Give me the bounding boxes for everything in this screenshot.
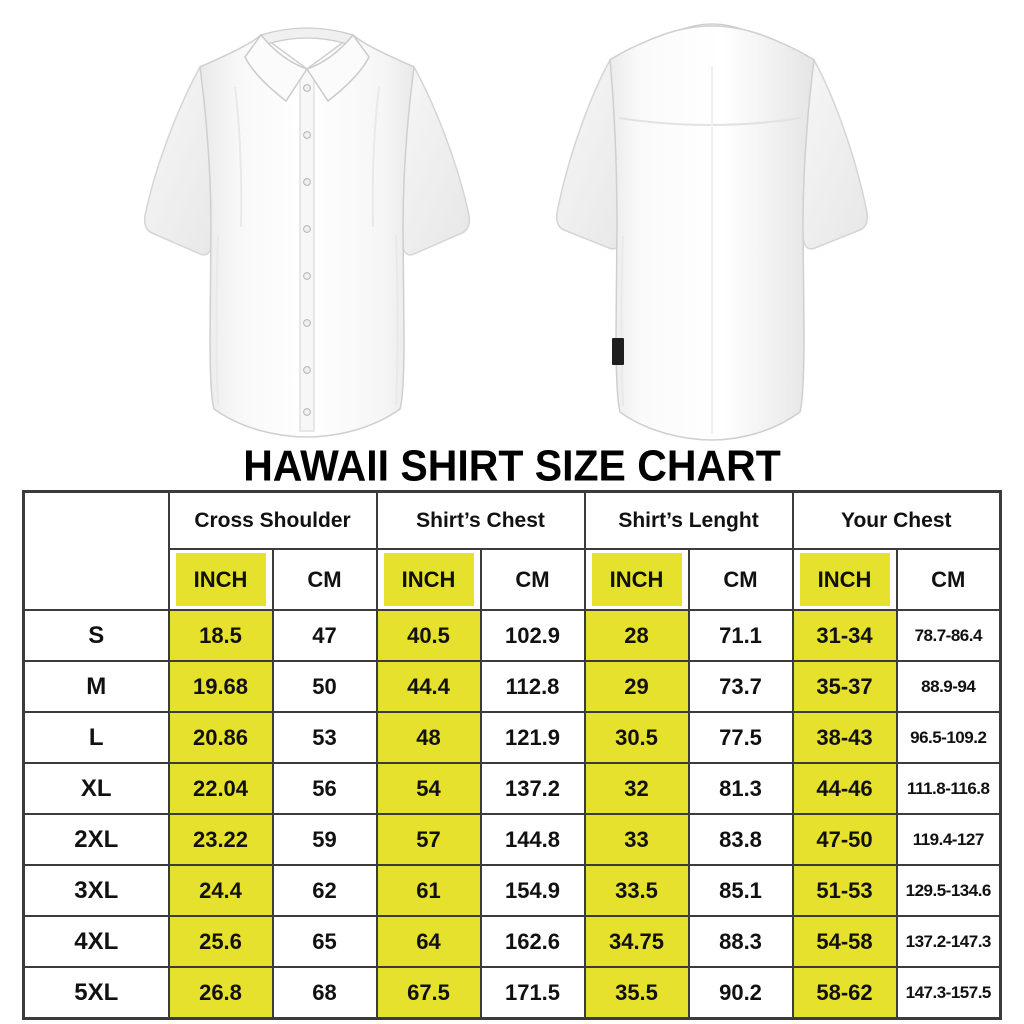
shirt-front-image: [140, 25, 475, 440]
col-group-your-chest: Your Chest: [793, 492, 1001, 550]
cm-value-cell: 88.9-94: [897, 661, 1001, 712]
cm-value-cell: 73.7: [689, 661, 793, 712]
cm-value-cell: 47: [273, 610, 377, 661]
inch-value-cell: 58-62: [793, 967, 897, 1019]
cm-value-cell: 171.5: [481, 967, 585, 1019]
back-hem-tag: [612, 338, 624, 365]
inch-value-cell: 31-34: [793, 610, 897, 661]
cm-value-cell: 68: [273, 967, 377, 1019]
size-cell: L: [24, 712, 169, 763]
cm-value-cell: 77.5: [689, 712, 793, 763]
size-cell: 5XL: [24, 967, 169, 1019]
inch-value-cell: 44-46: [793, 763, 897, 814]
table-row: [24, 712, 1001, 763]
cm-value-cell: 81.3: [689, 763, 793, 814]
size-cell: 2XL: [24, 814, 169, 865]
unit-header-inch: INCH: [585, 549, 689, 610]
cm-value-cell: 147.3-157.5: [897, 967, 1001, 1019]
inch-value-cell: 61: [377, 865, 481, 916]
cm-value-cell: 154.9: [481, 865, 585, 916]
inch-value-cell: 40.5: [377, 610, 481, 661]
unit-header-inch: INCH: [793, 549, 897, 610]
cm-value-cell: 96.5-109.2: [897, 712, 1001, 763]
inch-value-cell: 44.4: [377, 661, 481, 712]
cm-value-cell: 121.9: [481, 712, 585, 763]
inch-value-cell: 30.5: [585, 712, 689, 763]
inch-value-cell: 33: [585, 814, 689, 865]
inch-value-cell: 28: [585, 610, 689, 661]
corner-cell: [24, 492, 169, 611]
cm-value-cell: 129.5-134.6: [897, 865, 1001, 916]
cm-value-cell: 88.3: [689, 916, 793, 967]
inch-value-cell: 18.5: [169, 610, 273, 661]
inch-value-cell: 23.22: [169, 814, 273, 865]
table-row: [24, 763, 1001, 814]
cm-value-cell: 50: [273, 661, 377, 712]
table-row: [24, 916, 1001, 967]
col-group-shirts-chest: Shirt’s Chest: [377, 492, 585, 550]
cm-value-cell: 83.8: [689, 814, 793, 865]
inch-value-cell: 64: [377, 916, 481, 967]
cm-value-cell: 90.2: [689, 967, 793, 1019]
inch-value-cell: 38-43: [793, 712, 897, 763]
col-group-cross-shoulder: Cross Shoulder: [169, 492, 377, 550]
cm-value-cell: 78.7-86.4: [897, 610, 1001, 661]
size-cell: XL: [24, 763, 169, 814]
inch-value-cell: 33.5: [585, 865, 689, 916]
size-cell: 4XL: [24, 916, 169, 967]
inch-value-cell: 57: [377, 814, 481, 865]
cm-value-cell: 65: [273, 916, 377, 967]
inch-value-cell: 25.6: [169, 916, 273, 967]
table-row: [24, 865, 1001, 916]
unit-header-cm: CM: [897, 549, 1001, 610]
table-row: [24, 967, 1001, 1019]
cm-value-cell: 102.9: [481, 610, 585, 661]
unit-header-cm: CM: [273, 549, 377, 610]
cm-value-cell: 162.6: [481, 916, 585, 967]
cm-value-cell: 111.8-116.8: [897, 763, 1001, 814]
cm-value-cell: 53: [273, 712, 377, 763]
cm-value-cell: 59: [273, 814, 377, 865]
size-cell: 3XL: [24, 865, 169, 916]
page-title: HAWAII SHIRT SIZE CHART: [243, 441, 781, 491]
unit-header-inch: INCH: [377, 549, 481, 610]
cm-value-cell: 112.8: [481, 661, 585, 712]
unit-header-inch: INCH: [169, 549, 273, 610]
inch-value-cell: 54: [377, 763, 481, 814]
unit-header-cm: CM: [481, 549, 585, 610]
cm-value-cell: 85.1: [689, 865, 793, 916]
inch-value-cell: 34.75: [585, 916, 689, 967]
size-chart-table: [22, 490, 1002, 1020]
inch-value-cell: 20.86: [169, 712, 273, 763]
table-row: [24, 610, 1001, 661]
inch-value-cell: 67.5: [377, 967, 481, 1019]
inch-value-cell: 35-37: [793, 661, 897, 712]
table-row: [24, 814, 1001, 865]
table-row: [24, 661, 1001, 712]
cm-value-cell: 144.8: [481, 814, 585, 865]
inch-value-cell: 47-50: [793, 814, 897, 865]
cm-value-cell: 56: [273, 763, 377, 814]
front-collar-band: [261, 28, 353, 44]
inch-value-cell: 29: [585, 661, 689, 712]
inch-value-cell: 19.68: [169, 661, 273, 712]
cm-value-cell: 71.1: [689, 610, 793, 661]
inch-value-cell: 32: [585, 763, 689, 814]
cm-value-cell: 62: [273, 865, 377, 916]
cm-value-cell: 137.2-147.3: [897, 916, 1001, 967]
size-cell: M: [24, 661, 169, 712]
shirt-back-image: [553, 16, 883, 446]
front-placket: [300, 69, 314, 431]
inch-value-cell: 51-53: [793, 865, 897, 916]
inch-value-cell: 35.5: [585, 967, 689, 1019]
cm-value-cell: 119.4-127: [897, 814, 1001, 865]
inch-value-cell: 54-58: [793, 916, 897, 967]
col-group-shirts-lenght: Shirt’s Lenght: [585, 492, 793, 550]
inch-value-cell: 26.8: [169, 967, 273, 1019]
inch-value-cell: 48: [377, 712, 481, 763]
unit-header-cm: CM: [689, 549, 793, 610]
inch-value-cell: 22.04: [169, 763, 273, 814]
size-cell: S: [24, 610, 169, 661]
cm-value-cell: 137.2: [481, 763, 585, 814]
inch-value-cell: 24.4: [169, 865, 273, 916]
